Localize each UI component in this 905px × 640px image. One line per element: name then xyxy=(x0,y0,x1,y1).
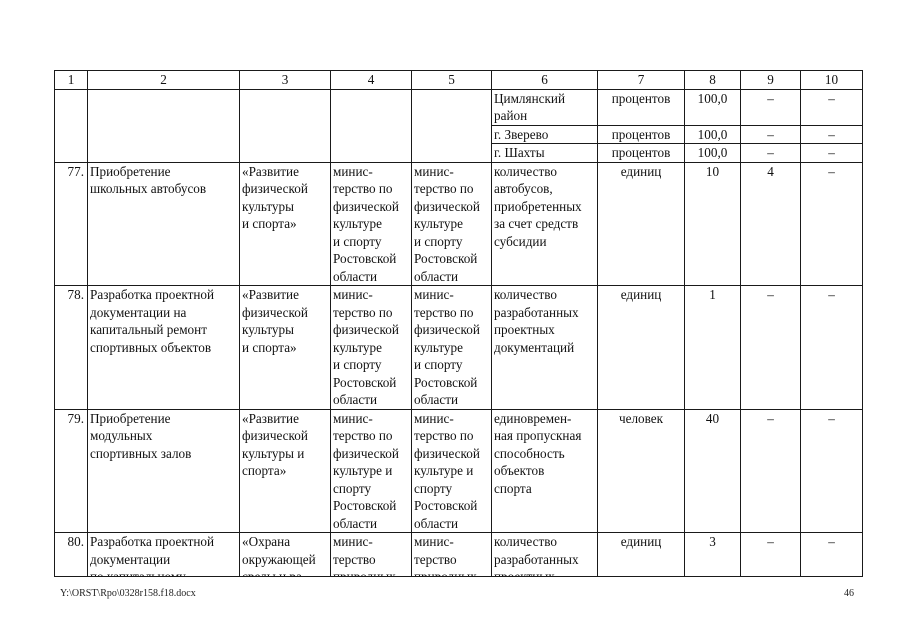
cell-year2: – xyxy=(801,409,863,533)
cell-unit: процентов xyxy=(598,144,685,163)
cell-name: Приобретение модульных спортивных залов xyxy=(88,409,240,533)
footer-file-path: Y:\ORST\Rpo\0328r158.f18.docx xyxy=(60,588,196,599)
cell-ministry: минис- терство по физической культуре и спорту Ростовской области xyxy=(331,286,412,410)
cell-value: 100,0 xyxy=(685,144,741,163)
cell-year2: – xyxy=(801,533,863,587)
cell-program: «Развитие физической культуры и спорта» xyxy=(240,409,331,533)
table-row-continuation xyxy=(55,89,863,125)
cell-name: Приобретение школьных автобусов xyxy=(88,162,240,286)
cell-year2: – xyxy=(801,125,863,144)
cell-ministry: минис- терство по физической культуре и спорту Ростовской области xyxy=(331,162,412,286)
cell-program xyxy=(240,89,331,162)
cell-value: 3 xyxy=(685,533,741,587)
cell-year2: – xyxy=(801,144,863,163)
cell-name: Разработка проектной документации на капитальный ремонт спортивных объектов xyxy=(88,286,240,410)
column-header: 2 xyxy=(88,71,240,90)
cell-ministry: минис- терство по физической культуре и спорту Ростовской области xyxy=(331,409,412,533)
cell-indicator: единовремен- ная пропускная способность объектов спорта xyxy=(492,409,598,533)
cell-indicator: количество разработанных xyxy=(492,533,598,587)
cell-num: 79. xyxy=(55,409,88,533)
cell-executor: минис- терство xyxy=(412,533,492,587)
cell-program: «Развитие физической культуры и спорта» xyxy=(240,162,331,286)
column-header: 9 xyxy=(741,71,801,90)
table-row-78 xyxy=(55,286,863,410)
cell-name xyxy=(88,89,240,162)
cell-indicator: Цимлянский район xyxy=(492,89,598,125)
table-cut-line xyxy=(54,576,863,577)
column-header: 3 xyxy=(240,71,331,90)
cell-executor: минис- терство по физической культуре и спорту Ростовской области xyxy=(412,409,492,533)
cell-program: «Развитие физической культуры и спорта» xyxy=(240,286,331,410)
footer-page-number: 46 xyxy=(844,588,854,599)
cell-year1: – xyxy=(741,125,801,144)
cell-unit: единиц xyxy=(598,286,685,410)
cell-value: 40 xyxy=(685,409,741,533)
cell-num xyxy=(55,89,88,162)
cell-unit: единиц xyxy=(598,162,685,286)
cell-year1: – xyxy=(741,89,801,125)
cell-executor: минис- терство по физической культуре и спорту Ростовской области xyxy=(412,162,492,286)
column-header: 4 xyxy=(331,71,412,90)
cell-ministry: минис- терство xyxy=(331,533,412,587)
cell-indicator: количество автобусов, приобретенных за счет средств субсидии xyxy=(492,162,598,286)
column-header: 1 xyxy=(55,71,88,90)
cell-executor: минис- терство по физической культуре и спорту Ростовской области xyxy=(412,286,492,410)
table-row-79 xyxy=(55,409,863,533)
cell-unit: человек xyxy=(598,409,685,533)
cell-executor xyxy=(412,89,492,162)
cell-value: 100,0 xyxy=(685,125,741,144)
cell-ministry xyxy=(331,89,412,162)
cell-year1: – xyxy=(741,409,801,533)
cell-indicator: г. Шахты xyxy=(492,144,598,163)
document-table xyxy=(54,70,863,587)
cell-value: 100,0 xyxy=(685,89,741,125)
cell-num: 77. xyxy=(55,162,88,286)
column-header: 5 xyxy=(412,71,492,90)
cell-year1: – xyxy=(741,286,801,410)
cell-year1: – xyxy=(741,144,801,163)
cell-year1: 4 xyxy=(741,162,801,286)
cell-year2: – xyxy=(801,286,863,410)
cell-value: 1 xyxy=(685,286,741,410)
cell-name: Разработка проектной документации xyxy=(88,533,240,587)
cell-unit: процентов xyxy=(598,89,685,125)
cell-indicator: количество разработанных проектных документаций xyxy=(492,286,598,410)
cell-value: 10 xyxy=(685,162,741,286)
column-header: 8 xyxy=(685,71,741,90)
cell-program: «Охрана окружающей xyxy=(240,533,331,587)
cell-indicator: г. Зверево xyxy=(492,125,598,144)
table-row-77 xyxy=(55,162,863,286)
cell-year2: – xyxy=(801,89,863,125)
column-header: 7 xyxy=(598,71,685,90)
header-row xyxy=(55,71,863,90)
column-header: 6 xyxy=(492,71,598,90)
cell-year2: – xyxy=(801,162,863,286)
cell-num: 78. xyxy=(55,286,88,410)
cell-year1: – xyxy=(741,533,801,587)
cell-unit: единиц xyxy=(598,533,685,587)
cell-num: 80. xyxy=(55,533,88,587)
column-header: 10 xyxy=(801,71,863,90)
cell-unit: процентов xyxy=(598,125,685,144)
